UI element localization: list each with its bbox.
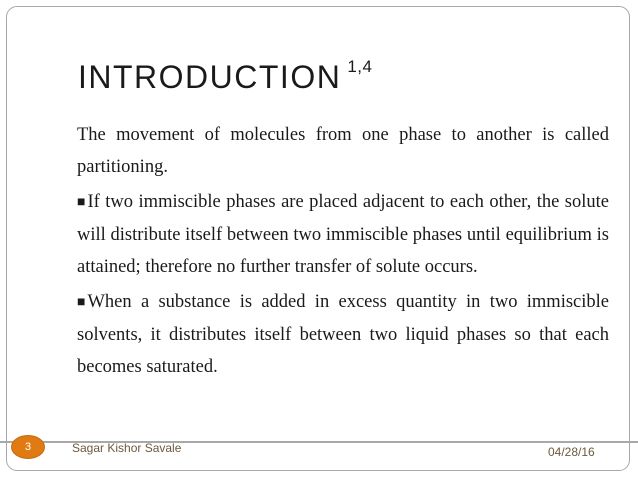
bullet-paragraph-excess-quantity [77, 286, 609, 383]
slide-title [78, 59, 372, 96]
page-number-badge: 3 [11, 435, 45, 459]
footer-author: Sagar Kishor Savale [72, 441, 182, 455]
slide-frame [6, 6, 630, 471]
paragraph-intro [77, 119, 609, 183]
bullet-icon: ■ [77, 295, 86, 310]
slide-title-text: INTRODUCTION [78, 59, 342, 95]
slide-body [77, 119, 609, 386]
slide-title-reference: 1,4 [347, 57, 373, 77]
bullet-paragraph-text: If two immiscible phases are placed adjacent to each other, the solute will distribute itself between two immiscible phases until equilibrium is attained; therefore no further transfer of solute occurs. [77, 192, 609, 277]
bullet-paragraph-text: When a substance is added in excess quantity in two immiscible solvents, it distributes itself between two liquid phases so that each becomes saturated. [77, 292, 609, 377]
footer-date: 04/28/16 [548, 445, 595, 459]
bullet-icon: ■ [77, 195, 86, 210]
paragraph-intro-text: The movement of molecules from one phase to another is called partitioning. [77, 125, 609, 177]
bullet-paragraph-immiscible-phases [77, 186, 609, 283]
